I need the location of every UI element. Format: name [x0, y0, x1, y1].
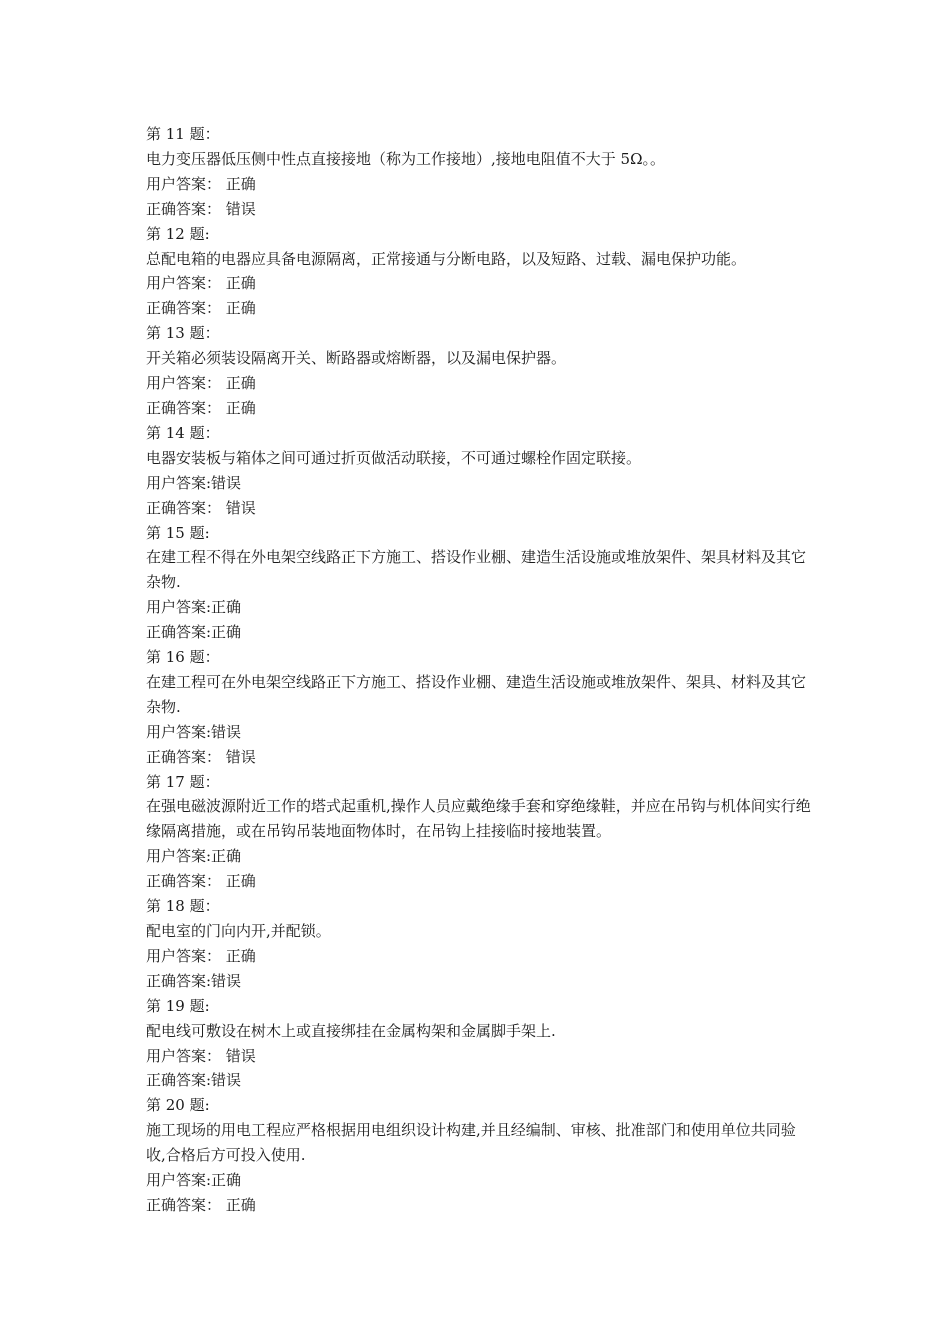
- question-15: [146, 521, 814, 646]
- question-text: 开关箱必须装设隔离开关、断路器或熔断器，以及漏电保护器。: [146, 349, 567, 368]
- question-19: [146, 994, 814, 1094]
- question-text: 总配电箱的电器应具备电源隔离，正常接通与分断电路，以及短路、过载、漏电保护功能。: [146, 249, 747, 268]
- question-text: 电器安装板与箱体之间可通过折页做活动联接，不可通过螺栓作固定联接。: [146, 448, 642, 467]
- question-11: [146, 122, 814, 222]
- user-answer: 用户答案： 正确: [146, 274, 256, 293]
- question-20: [146, 1093, 814, 1218]
- correct-answer: 正确答案： 正确: [146, 1195, 256, 1214]
- question-text: 在强电磁波源附近工作的塔式起重机,操作人员应戴绝缘手套和穿绝缘鞋，并应在吊钩与机体间实行绝缘隔离措施，或在吊钩吊装地面物体时，在吊钩上挂接临时接地装置。: [146, 797, 811, 841]
- correct-answer: 正确答案:错误: [146, 971, 242, 990]
- correct-answer: 正确答案： 错误: [146, 498, 256, 517]
- question-12: [146, 222, 814, 322]
- question-text: 在建工程不得在外电架空线路正下方施工、搭设作业棚、建造生活设施或堆放架件、架具材料及其它杂物.: [146, 548, 807, 592]
- question-17: [146, 770, 814, 895]
- question-heading: 第 17 题：: [146, 772, 220, 791]
- correct-answer: 正确答案:正确: [146, 623, 242, 642]
- question-heading: 第 11 题：: [146, 125, 220, 143]
- user-answer: 用户答案:正确: [146, 1171, 242, 1190]
- question-heading: 第 16 题：: [146, 648, 220, 667]
- user-answer: 用户答案： 正确: [146, 946, 256, 965]
- user-answer: 用户答案： 错误: [146, 1046, 256, 1065]
- question-heading: 第 18 题：: [146, 897, 220, 916]
- user-answer: 用户答案： 正确: [146, 174, 256, 193]
- question-heading: 第 13 题：: [146, 324, 220, 343]
- question-text: 施工现场的用电工程应严格根据用电组织设计构建,并且经编制、审核、批准部门和使用单位共同验收,合格后方可投入使用.: [146, 1121, 796, 1165]
- correct-answer: 正确答案:错误: [146, 1071, 242, 1090]
- question-text: 在建工程可在外电架空线路正下方施工、搭设作业棚、建造生活设施或堆放架件、架具、材料及其它杂物.: [146, 672, 807, 716]
- document-page: [146, 122, 814, 1218]
- user-answer: 用户答案:正确: [146, 847, 242, 866]
- user-answer: 用户答案： 正确: [146, 374, 256, 393]
- question-heading: 第 20 题:: [146, 1096, 210, 1115]
- question-13: [146, 321, 814, 421]
- correct-answer: 正确答案： 错误: [146, 747, 256, 766]
- correct-answer: 正确答案： 正确: [146, 299, 256, 318]
- correct-answer: 正确答案： 错误: [146, 199, 256, 218]
- user-answer: 用户答案:错误: [146, 722, 242, 741]
- question-14: [146, 421, 814, 521]
- question-text: 配电室的门向内开,并配锁。: [146, 922, 331, 940]
- question-heading: 第 12 题:: [146, 224, 210, 243]
- user-answer: 用户答案:错误: [146, 473, 242, 492]
- correct-answer: 正确答案： 正确: [146, 398, 256, 417]
- question-text: 电力变压器低压侧中性点直接接地（称为工作接地）,接地电阻值不大于 5Ω。。: [146, 149, 666, 168]
- question-heading: 第 19 题:: [146, 996, 210, 1015]
- correct-answer: 正确答案： 正确: [146, 872, 256, 891]
- question-heading: 第 14 题：: [146, 423, 220, 442]
- question-text: 配电线可敷设在树木上或直接绑挂在金属构架和金属脚手架上.: [146, 1021, 556, 1040]
- question-18: [146, 894, 814, 994]
- question-16: [146, 645, 814, 770]
- user-answer: 用户答案:正确: [146, 598, 242, 617]
- question-heading: 第 15 题:: [146, 523, 210, 542]
